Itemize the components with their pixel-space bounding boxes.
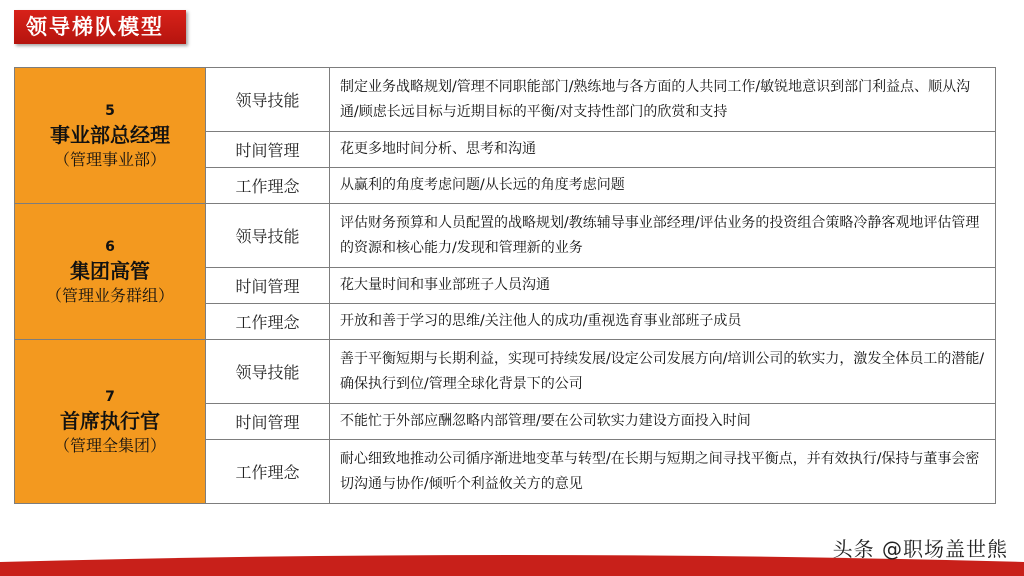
category-cell: 领导技能 [206,340,330,404]
level-name: 首席执行官 [60,408,160,433]
description-cell: 善于平衡短期与长期利益，实现可持续发展/设定公司发展方向/培训公司的软实力，激发全体员工的潜能/确保执行到位/管理全球化背景下的公司 [330,340,996,404]
table-row [15,340,996,404]
description-cell: 从赢利的角度考虑问题/从长远的角度考虑问题 [330,168,996,204]
level-number: 6 [105,238,115,255]
slide-title: 领导梯队模型 [14,10,186,44]
level-subtitle: （管理业务群组） [45,285,174,305]
level-number: 7 [105,388,115,405]
description-cell: 评估财务预算和人员配置的战略规划/教练辅导事业部经理/评估业务的投资组合策略冷静客观地评估管理的资源和核心能力/发现和管理新的业务 [330,204,996,268]
level-name: 事业部总经理 [50,122,170,147]
table-row [15,204,996,268]
description-cell: 制定业务战略规划/管理不同职能部门/熟练地与各方面的人共同工作/敏锐地意识到部门利益点、顺从沟通/顾虑长远目标与近期目标的平衡/对支持性部门的欣赏和支持 [330,68,996,132]
leadership-pipeline-table [14,67,996,504]
level-name: 集团高管 [70,258,150,283]
level-cell [15,340,206,504]
level-subtitle: （管理全集团） [53,435,166,455]
description-cell: 花更多地时间分析、思考和沟通 [330,132,996,168]
category-cell: 领导技能 [206,204,330,268]
description-cell: 耐心细致地推动公司循序渐进地变革与转型/在长期与短期之间寻找平衡点，并有效执行/保持与董事会密切沟通与协作/倾听个利益攸关方的意见 [330,440,996,504]
description-cell: 花大量时间和事业部班子人员沟通 [330,268,996,304]
category-cell: 工作理念 [206,168,330,204]
category-cell: 时间管理 [206,268,330,304]
category-cell: 工作理念 [206,440,330,504]
level-cell [15,68,206,204]
category-cell: 时间管理 [206,132,330,168]
description-cell: 不能忙于外部应酬忽略内部管理/要在公司软实力建设方面投入时间 [330,404,996,440]
category-cell: 领导技能 [206,68,330,132]
category-cell: 时间管理 [206,404,330,440]
description-cell: 开放和善于学习的思维/关注他人的成功/重视选育事业部班子成员 [330,304,996,340]
level-number: 5 [105,102,115,119]
watermark-text: 头条 @职场盖世熊 [832,537,1008,561]
category-cell: 工作理念 [206,304,330,340]
level-cell [15,204,206,340]
level-subtitle: （管理事业部） [53,149,166,169]
table-row [15,68,996,132]
